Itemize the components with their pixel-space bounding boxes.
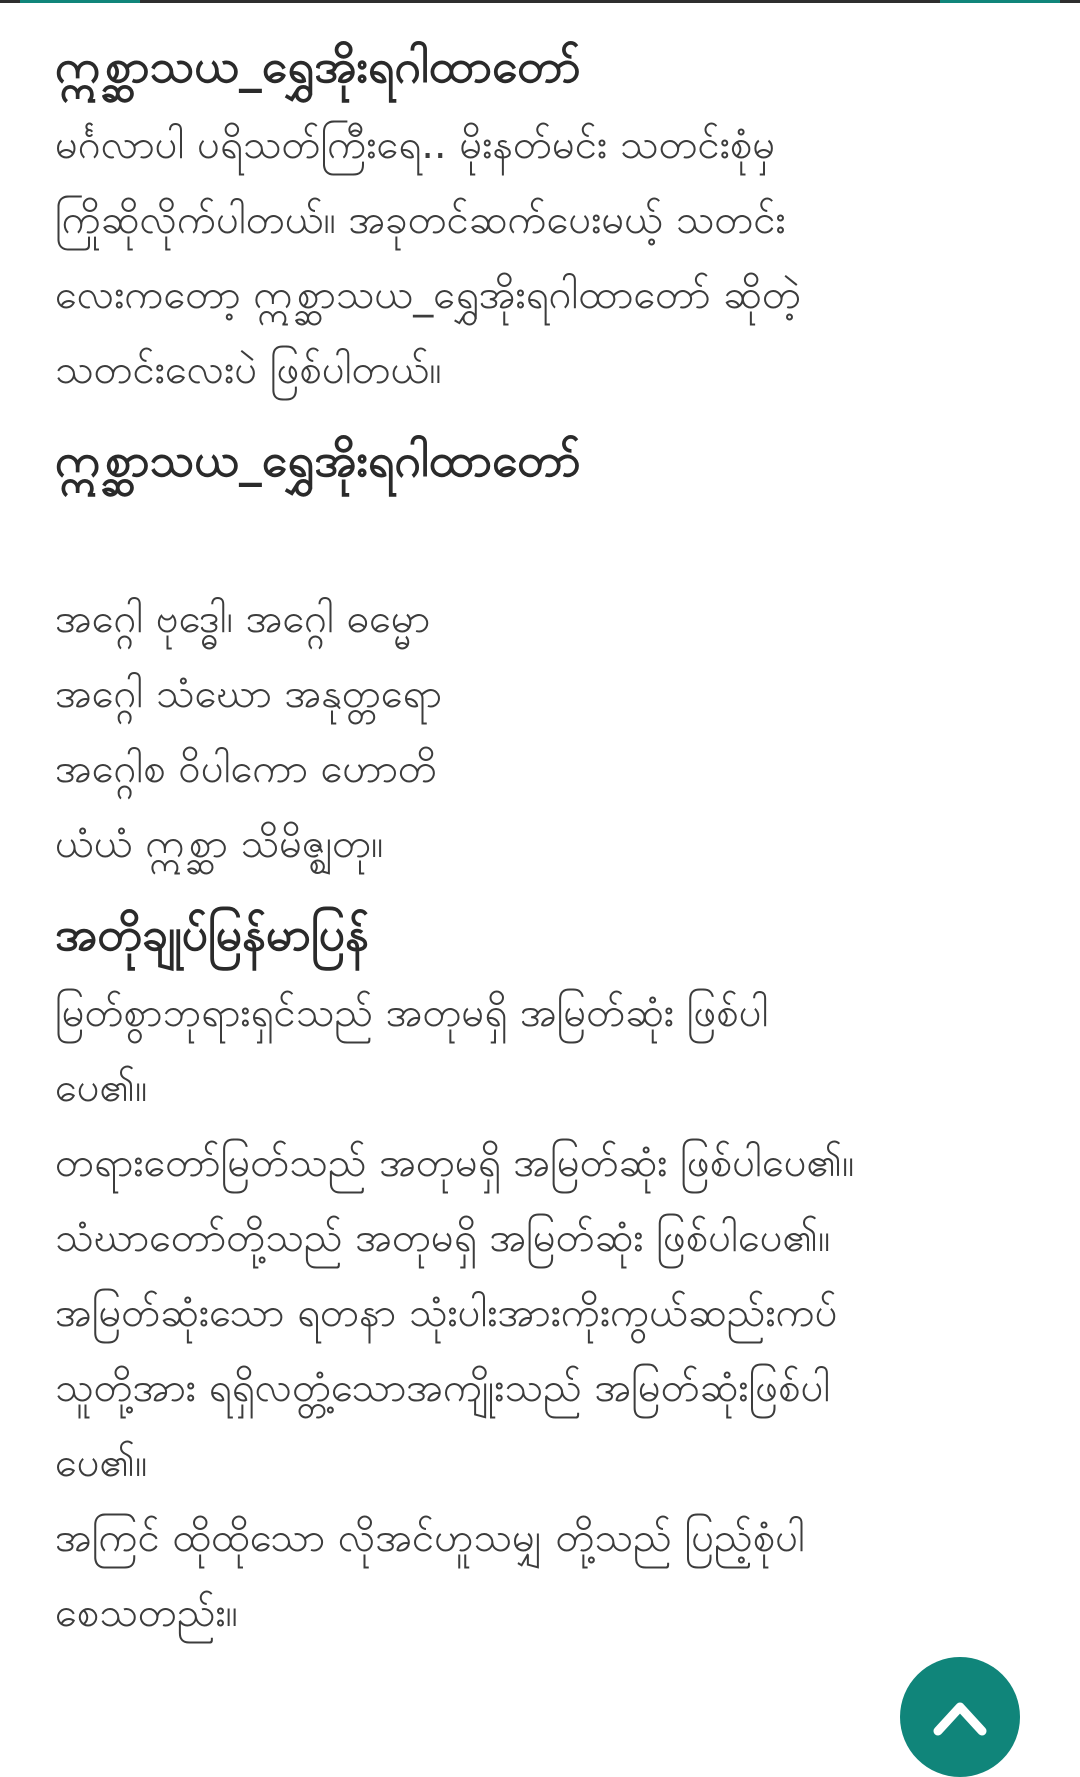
translation-line: သူတို့အား ရရှိလတ္တံ့သောအကျိုးသည် အမြတ်ဆုံးဖြစ်ပါ xyxy=(55,1365,831,1411)
translation-line: မြတ်စွာဘုရားရှင်သည် အတုမရှိ အမြတ်ဆုံး ဖြစ်ပါ xyxy=(55,990,769,1036)
section-title-3: အတိုချုပ်မြန်မာပြန် xyxy=(55,907,369,961)
verse-line: အဂ္ဂေါ ဗုဒ္ဓေါ၊ အဂ္ဂေါ ဓမ္မော xyxy=(55,596,431,642)
intro-line: သတင်းလေးပဲ ဖြစ်ပါတယ်။ xyxy=(55,347,442,393)
top-bar xyxy=(0,0,1080,3)
chevron-up-icon xyxy=(932,1697,988,1737)
intro-line: လေးကတော့ ဣစ္ဆာသယ_ရွှေအိုးရဂါထာတော် ဆိုတဲ့ xyxy=(55,272,801,318)
verse-line: ယံယံ ဣစ္ဆာ သိမိဇ္ဈတု။ xyxy=(55,821,384,867)
translation-line: စေသတည်း။ xyxy=(55,1590,238,1636)
translation-paragraph xyxy=(55,976,1045,1651)
translation-line: ပေ၏။ xyxy=(55,1065,148,1111)
verse-line: အဂ္ဂေါစ ဝိပါကော ဟောတိ xyxy=(55,746,437,792)
translation-line: တရားတော်မြတ်သည် အတုမရှိ အမြတ်ဆုံး ဖြစ်ပါပေ၏။ xyxy=(55,1140,855,1186)
translation-line: အမြတ်ဆုံးသော ရတနာ သုံးပါးအားကိုးကွယ်ဆည်းကပ် xyxy=(55,1290,838,1336)
section-title-1: ဣစ္ဆာသယ_ရွှေအိုးရဂါထာတော် xyxy=(55,39,581,93)
intro-paragraph xyxy=(55,108,1045,408)
top-accent-right xyxy=(940,0,1060,3)
article-content xyxy=(55,24,1045,1651)
translation-line: ပေ၏။ xyxy=(55,1440,148,1486)
top-accent-left xyxy=(20,0,140,3)
intro-line: ကြိုဆိုလိုက်ပါတယ်။ အခုတင်ဆက်ပေးမယ့် သတင်း xyxy=(55,197,786,243)
intro-line: မင်္ဂလာပါ ပရိသတ်ကြီးရေ.. မိုးနတ်မင်း သတင်းစုံမှ xyxy=(55,122,776,168)
verse-line: အဂ္ဂေါ သံဃော အနုတ္တရော xyxy=(55,671,442,717)
translation-line: သံဃာတော်တို့သည် အတုမရှိ အမြတ်ဆုံး ဖြစ်ပါပေ၏။ xyxy=(55,1215,831,1261)
section-title-2: ဣစ္ဆာသယ_ရွှေအိုးရဂါထာတော် xyxy=(55,433,581,487)
verse-paragraph xyxy=(55,582,1045,882)
scroll-to-top-button[interactable] xyxy=(900,1657,1020,1777)
translation-line: အကြင် ထိုထိုသော လိုအင်ဟူသမျှ တို့သည် ပြည့်စုံပါ xyxy=(55,1515,805,1561)
